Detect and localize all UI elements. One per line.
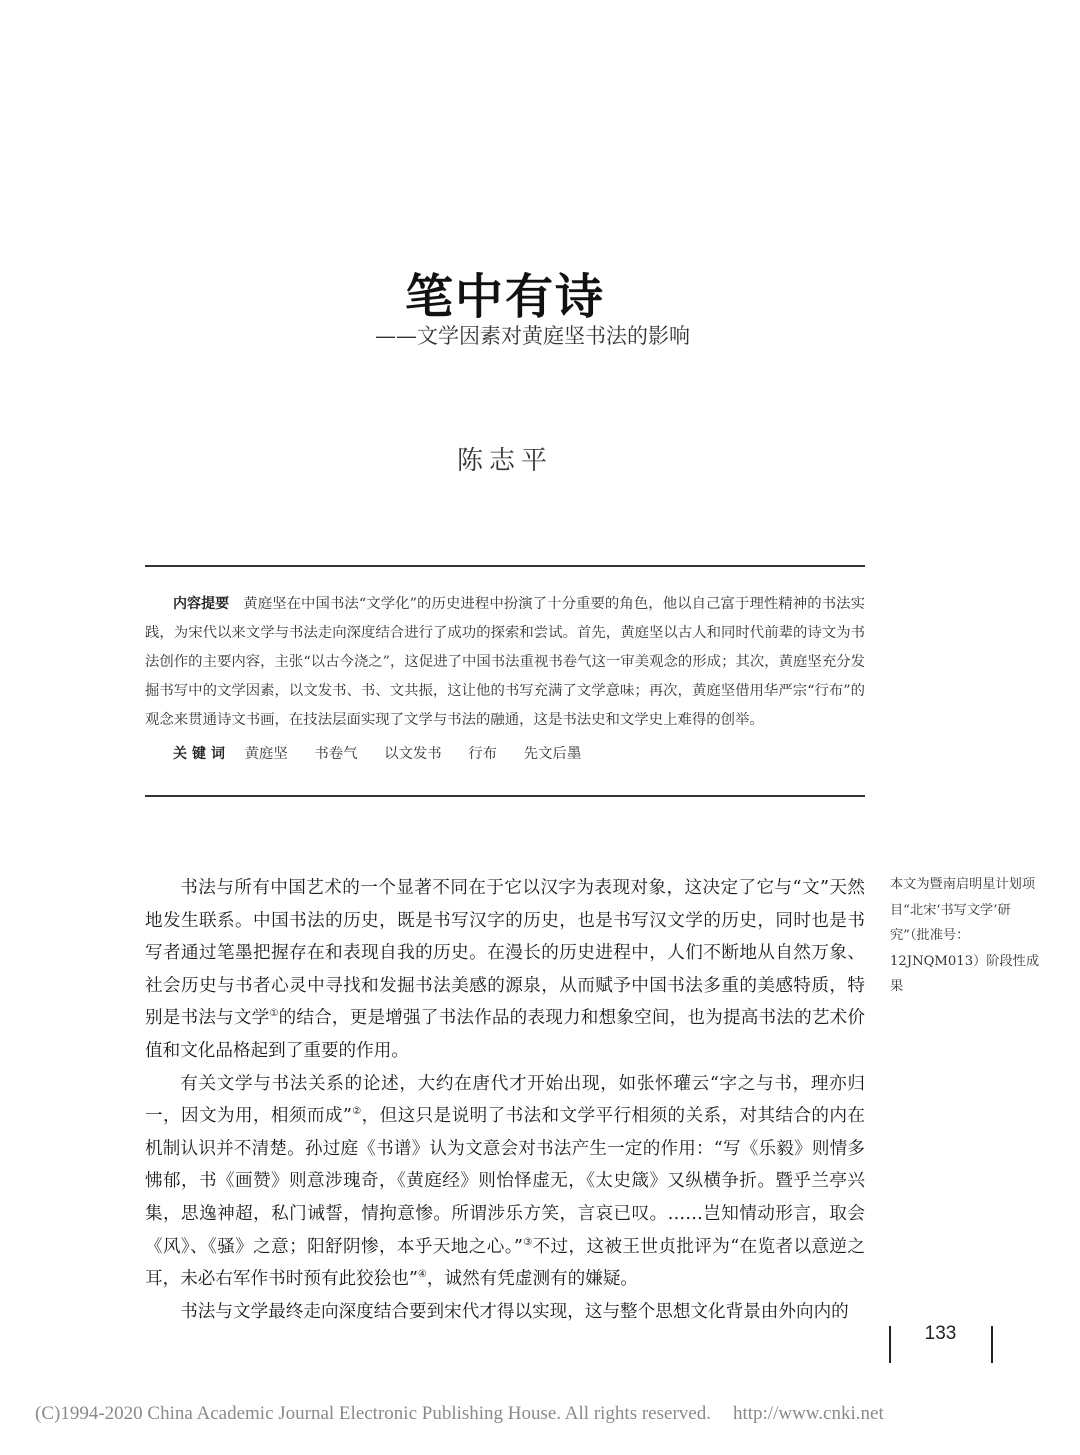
- keyword-item: 书卷气: [314, 746, 358, 762]
- keyword-item: 行布: [468, 746, 498, 762]
- paragraph-text: 不过，这被王世贞批评为“在览者以意逆之耳，未必右军作书时预有此狡狯也”: [145, 1236, 865, 1290]
- footnote-ref[interactable]: ③: [522, 1236, 533, 1248]
- paragraph-text: 有关文学与书法关系的论述，大约在唐代才开始出现，如张怀瓘云“字之与书，理亦归一，因文为用，相须而成”: [145, 1073, 865, 1127]
- body-text: [145, 872, 865, 1328]
- footnote-ref[interactable]: ②: [351, 1106, 362, 1118]
- copyright-text: (C)1994-2020 China Academic Journal Electronic Publishing House. All rights reserved.: [35, 1403, 711, 1424]
- paragraph-text: 书法与所有中国艺术的一个显著不同在于它以汉字为表现对象，这决定了它与“文”天然地发生联系。中国书法的历史，既是书写汉字的历史，也是书写汉文学的历史，同时也是书写者通过笔墨把握存在和表现自我的历史。在漫长的历史进程中，人们不断地从自然万象、社会历史与书者心灵中寻找和发掘书法美感的源泉，从而赋予中国书法多重的美感特质，特别是书法与文学: [145, 878, 865, 1029]
- footer-url[interactable]: http://www.cnki.net: [732, 1403, 884, 1424]
- footnote-ref[interactable]: ④: [417, 1269, 427, 1281]
- abstract-bottom-rule: [145, 795, 865, 797]
- keywords-block: [173, 740, 865, 768]
- abstract-block: [145, 590, 865, 735]
- funding-sidenote: 本文为暨南启明星计划项目“北宋‘书写文学’研究”（批准号：12JNQM013）阶段性成果: [890, 877, 1040, 994]
- body-paragraph: [145, 872, 865, 1068]
- keyword-item: 先文后墨: [523, 746, 582, 762]
- abstract-text: 黄庭坚在中国书法“文学化”的历史进程中扮演了十分重要的角色，他以自己富于理性精神的书法实践，为宋代以来文学与书法走向深度结合进行了成功的探索和尝试。首先，黄庭坚以古人和同时代前辈的诗文为书法创作的主要内容，主张“以古今浇之”，这促进了中国书法重视书卷气这一审美观念的形成；其次，黄庭坚充分发掘书写中的文学因素，以文发书、书、文共振，这让他的书写充满了文学意味；再次，黄庭坚借用华严宗“行布”的观念来贯通诗文书画，在技法层面实现了文学与书法的融通，这是书法史和文学史上难得的创举。: [145, 596, 866, 728]
- keyword-item: 以文发书: [384, 746, 442, 762]
- article-title: 笔中有诗: [404, 269, 605, 325]
- paragraph-text: ，但这只是说明了书法和文学平行相须的关系，对其结合的内在机制认识并不清楚。孙过庭《书谱》认为文意会对书法产生一定的作用：“写《乐毅》则情多怫郁，书《画赞》则意涉瑰奇，《黄庭经》则怡怿虚无，《太史箴》又纵横争折。暨乎兰亭兴集，思逸神超，私门诫誓，情拘意惨。所谓涉乐方笑，言哀已叹。……岂知情动形言，取会《风》、《骚》之意；阳舒阴惨，本乎天地之心。”: [145, 1106, 865, 1257]
- paragraph-text: 的结合，更是增强了书法作品的表现力和想象空间，也为提高书法的艺术价值和文化品格起到了重要的作用。: [145, 1008, 865, 1061]
- keyword-item: 黄庭坚: [244, 746, 288, 762]
- paragraph-text: 书法与文学最终走向深度结合要到宋代才得以实现，这与整个思想文化背景由外向内的: [180, 1301, 849, 1322]
- abstract-top-rule: [145, 565, 865, 567]
- abstract-label: 内容提要: [173, 596, 230, 612]
- footnote-ref[interactable]: ①: [269, 1008, 279, 1020]
- paragraph-text: ，诚然有凭虚测有的嫌疑。: [426, 1269, 639, 1290]
- article-subtitle: ——文学因素对黄庭坚书法的影响: [375, 324, 690, 348]
- page-number: 133: [924, 1323, 957, 1344]
- body-paragraph: [145, 1068, 865, 1296]
- page-number-right-bar: [991, 1326, 993, 1363]
- copyright-footer: [35, 1403, 1055, 1425]
- body-paragraph: [145, 1296, 865, 1329]
- author-name: 陈志平: [456, 446, 553, 476]
- page-number-left-bar: [889, 1326, 891, 1363]
- keywords-label: 关键词: [173, 746, 230, 762]
